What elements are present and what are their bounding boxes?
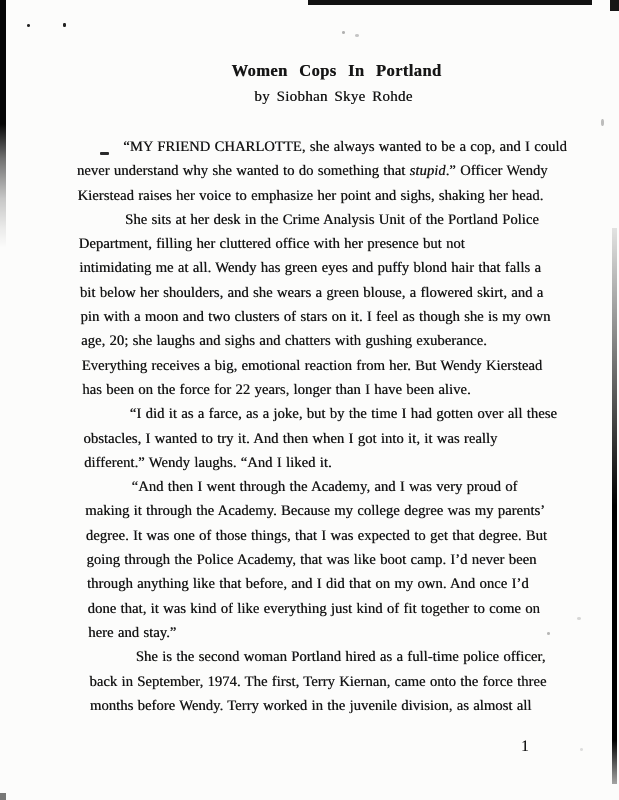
scan-speck: [580, 748, 583, 751]
scan-speck: [342, 31, 345, 34]
text-segment: .” Officer Wendy: [445, 163, 548, 180]
text-line: [85, 499, 619, 523]
text-segment: has been on the force for 22 years, longer than I have been alive.: [82, 381, 471, 398]
text-segment: “And then I went through the Academy, and I was very proud of: [131, 479, 518, 496]
text-line: [87, 597, 619, 621]
text-segment: age, 20; she laughs and sighs and chatters with gushing exuberance.: [80, 333, 487, 350]
text-segment: making it through the Academy. Because my college degree was my parents’: [85, 503, 546, 520]
text-segment: bit below her shoulders, and she wears a green blouse, a flowered skirt, and a: [79, 284, 544, 301]
text-line: [81, 354, 617, 378]
text-segment: She is the second woman Portland hired as a full-time police officer,: [135, 649, 546, 666]
text-segment: “MY FRIEND CHARLOTTE, she always wanted to be a cop, and I could: [123, 139, 568, 155]
text-line: [77, 184, 613, 208]
text-line: [88, 645, 619, 669]
scan-artifact-left-edge: [0, 0, 6, 248]
text-segment: She sits at her desk in the Crime Analysis Unit of the Portland Police: [124, 211, 540, 228]
scan-speck: [355, 34, 359, 37]
text-line: [88, 621, 619, 645]
text-segment: Department, filling her cluttered office with her presence but not: [78, 236, 465, 253]
document-title: Women Cops In Portland: [231, 61, 442, 80]
text-segment: “I did it as a farce, as a joke, but by the time I had gotten over all these: [129, 406, 558, 423]
text-segment: back in September, 1974. The first, Terry Kiernan, came onto the force three: [89, 673, 547, 690]
scan-speck: [601, 119, 604, 126]
italic-text: stupid: [409, 163, 446, 180]
text-line: [79, 256, 615, 280]
text-segment: through anything like that before, and I did that on my own. And once I’d: [86, 576, 529, 593]
text-segment: intimidating me at all. Wendy has green eyes and puffy blond hair that falls a: [79, 260, 542, 277]
text-line: [80, 305, 616, 329]
text-segment: going through the Police Academy, that was like boot camp. I’d never been: [86, 552, 537, 569]
page-number: 1: [521, 738, 529, 755]
text-line: [78, 232, 614, 256]
text-segment: Kierstead raises her voice to emphasize her point and sighs, shaking her head.: [77, 187, 544, 204]
text-line: [77, 159, 613, 183]
text-segment: different.” Wendy laughs. “And I liked it.: [83, 454, 332, 471]
text-segment: obstacles, I wanted to try it. And then when I got into it, it was really: [83, 430, 498, 447]
text-line: [89, 670, 619, 694]
document-body: [76, 135, 619, 718]
text-segment: degree. It was one of those things, that I was expected to get that degree. But: [85, 527, 548, 544]
text-line: [84, 451, 619, 475]
scan-artifact-top-right: [610, 0, 619, 11]
text-line: [90, 694, 619, 718]
text-line: [84, 475, 619, 499]
text-line: [80, 281, 616, 305]
text-segment: never understand why she wanted to do something that: [76, 163, 410, 180]
text-line: [86, 524, 619, 548]
text-segment: done that, it was kind of like everything just kind of fit together to come on: [87, 600, 541, 617]
scan-speck: [63, 23, 66, 27]
text-line: [78, 208, 614, 232]
text-segment: here and stay.”: [87, 624, 177, 641]
scan-artifact-top-edge: [308, 0, 592, 5]
text-line: [87, 572, 619, 596]
text-line: [76, 135, 612, 159]
text-segment: months before Wendy. Terry worked in the juvenile division, as almost all: [89, 697, 532, 714]
text-line: [82, 378, 618, 402]
scan-artifact-bottom-left: [0, 793, 6, 800]
text-segment: Everything receives a big, emotional reaction from her. But Wendy Kierstead: [81, 357, 543, 374]
text-line: [81, 329, 617, 353]
text-line: [83, 402, 619, 426]
text-line: [83, 427, 619, 451]
scan-speck: [27, 24, 30, 27]
text-line: [86, 548, 619, 572]
document-byline: by Siobhan Skye Rohde: [254, 89, 413, 105]
text-segment: pin with a moon and two clusters of stars on it. I feel as though she is my own: [80, 309, 551, 326]
